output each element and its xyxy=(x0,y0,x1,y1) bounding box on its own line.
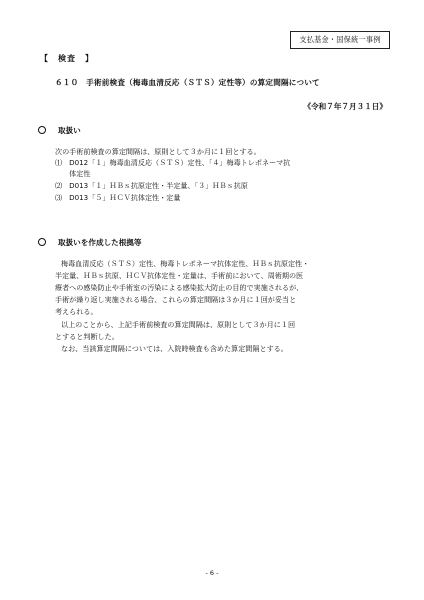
document-date: 《令和７年７月３１日》 xyxy=(303,102,387,111)
rationale-line: なお、当該算定間隔については、入院時検査も含めた算定間隔とする。 xyxy=(61,344,288,353)
handling-item: ⑴ D012「１」梅毒血清反応（ＳＴＳ）定性、「４」梅毒トレポネーマ抗 xyxy=(55,158,291,167)
rationale-line: 梅毒血清反応（ＳＴＳ）定性、梅毒トレポネーマ抗体定性、ＨＢｓ抗原定性・ xyxy=(61,259,310,268)
rationale-heading xyxy=(38,237,142,248)
handling-heading-label: 取扱い xyxy=(58,126,81,135)
circle-bullet-icon xyxy=(38,238,46,246)
rationale-line: とすると判断した。 xyxy=(55,332,119,341)
section-tag: 【 検査 】 xyxy=(40,54,94,63)
rationale-heading-label: 取扱いを作成した根拠等 xyxy=(58,238,142,247)
rationale-line: 考えられる。 xyxy=(55,307,98,316)
handling-heading xyxy=(38,125,81,136)
handling-intro: 次の手術前検査の算定間隔は、原則として３か月に１回とする。 xyxy=(55,147,261,156)
rationale-line: 療者への感染防止や手術室の汚染による感染拡大防止の目的で実施されるが、 xyxy=(55,283,304,292)
rationale-line: 半定量、ＨＢｓ抗原、ＨＣＶ抗体定性・定量は、手術前において、周術期の医 xyxy=(55,271,304,280)
rationale-line: 以上のことから、上記手術前検査の算定間隔は、原則として３か月に１回 xyxy=(61,320,296,329)
handling-item: ⑶ D013「５」ＨＣＶ抗体定性・定量 xyxy=(55,193,181,202)
handling-item: 体定性 xyxy=(55,169,91,178)
category-box: 支払基金・国保統一事例 xyxy=(290,31,390,49)
rationale-line: 手術が繰り返し実施される場合、これらの算定間隔は３か月に１回が妥当と xyxy=(55,295,297,304)
handling-item: ⑵ D013「１」ＨＢｓ抗原定性・半定量、「３」ＨＢｓ抗原 xyxy=(55,181,248,190)
document-title: ６１０ 手術前検査（梅毒血清反応（ＳＴＳ）定性等）の算定間隔について xyxy=(55,78,320,87)
page-number: - 6 - xyxy=(205,569,219,577)
circle-bullet-icon xyxy=(38,126,46,134)
